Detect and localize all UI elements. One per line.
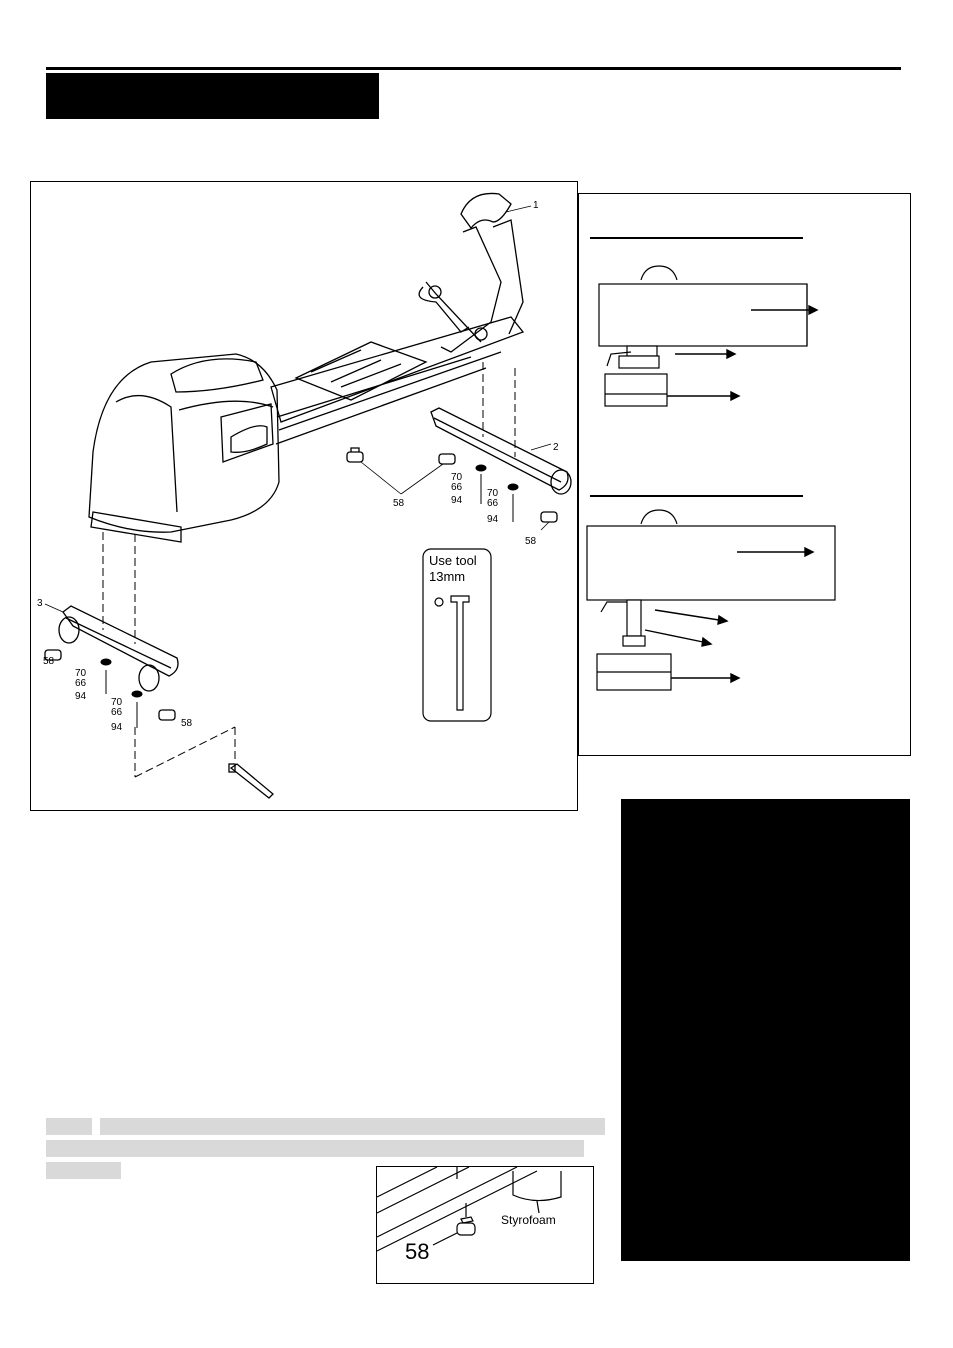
tool-box-line2: 13mm bbox=[429, 569, 466, 584]
inset-styrofoam-label: Styrofoam bbox=[501, 1213, 556, 1227]
callout-3: 3 bbox=[37, 598, 43, 609]
callout-94-d: 94 bbox=[111, 722, 123, 733]
inset-part-label: 58 bbox=[405, 1239, 430, 1264]
tool-box-line1: Use tool bbox=[429, 553, 477, 568]
callout-94-c: 94 bbox=[75, 691, 87, 702]
highlight-bar-1a bbox=[46, 1118, 92, 1135]
callout-94-a: 94 bbox=[451, 495, 463, 506]
callout-2: 2 bbox=[553, 442, 559, 453]
highlight-bar-3 bbox=[46, 1162, 121, 1179]
callout-70-c: 70 bbox=[75, 668, 87, 679]
callout-94-b: 94 bbox=[487, 514, 499, 525]
callout-58-rear-left: 58 bbox=[43, 656, 55, 667]
assembly-diagram bbox=[30, 181, 578, 811]
top-rule bbox=[46, 67, 901, 70]
callout-58-center: 58 bbox=[393, 498, 405, 509]
section-title-bar bbox=[46, 73, 379, 119]
styrofoam-inset bbox=[376, 1166, 594, 1284]
callout-70-a: 70 bbox=[451, 472, 463, 483]
note-panel bbox=[621, 799, 910, 1261]
assembly-drawing bbox=[31, 182, 577, 810]
highlight-bar-1b bbox=[100, 1118, 605, 1135]
callout-70-b: 70 bbox=[487, 488, 499, 499]
styrofoam-drawing bbox=[377, 1167, 593, 1283]
callout-66-b: 66 bbox=[487, 498, 499, 509]
callout-66-d: 66 bbox=[111, 707, 123, 718]
callout-1: 1 bbox=[533, 200, 539, 211]
highlight-bar-2 bbox=[46, 1140, 584, 1157]
callout-66-a: 66 bbox=[451, 482, 463, 493]
callout-58-rear-right: 58 bbox=[181, 718, 193, 729]
leveling-drawing bbox=[579, 194, 910, 755]
callout-58-front-right: 58 bbox=[525, 536, 537, 547]
leveling-diagram bbox=[578, 193, 911, 756]
callout-70-d: 70 bbox=[111, 697, 123, 708]
callout-66-c: 66 bbox=[75, 678, 87, 689]
